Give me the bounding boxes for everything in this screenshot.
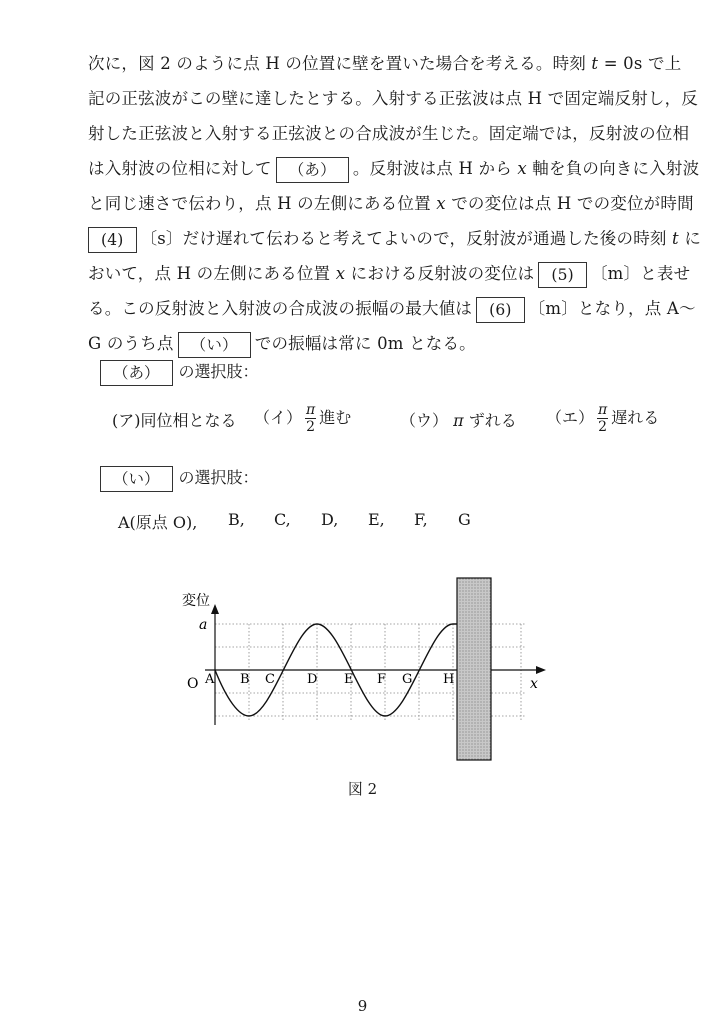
point-label-g: G (402, 672, 413, 687)
option-text: 進む (319, 408, 352, 427)
option-text: ずれる (468, 411, 517, 430)
answer-box-i[interactable]: （い） (178, 332, 251, 358)
point-label-f: F (377, 672, 387, 687)
point-label-e: E (344, 672, 354, 687)
point-label-c: C (265, 672, 275, 687)
choice-box-i: （い） (100, 466, 173, 492)
text-line-8 (88, 291, 696, 326)
text-line-6 (88, 221, 702, 256)
text: 射した正弦波と入射する正弦波との合成波が生じた。固定端では，反射波の位相 (88, 124, 690, 143)
option-mark: （ウ） (400, 411, 449, 430)
point-option-b[interactable]: B, (228, 510, 245, 529)
text: は入射波の位相に対して (88, 159, 272, 178)
option-text: (ア)同位相となる (112, 411, 237, 430)
point-option-g[interactable]: G (458, 510, 471, 529)
text: と同じ速さで伝わり，点 H の左側にある位置 (88, 194, 437, 213)
text: 〔m〕と表せ (590, 264, 691, 283)
wave-diagram (180, 575, 560, 770)
answer-box-5[interactable]: (5) (538, 262, 587, 288)
variable-t: t (672, 229, 679, 248)
text: に (678, 229, 702, 248)
option-a[interactable] (112, 408, 237, 431)
point-option-f[interactable]: F, (414, 510, 428, 529)
text: 〔s〕だけ遅れて伝わると考えてよいので，反射波が通過した後の時刻 (140, 229, 673, 248)
text-line-7 (88, 256, 691, 291)
point-option-d[interactable]: D, (321, 510, 339, 529)
text: 〔m〕となり，点 A～ (528, 299, 696, 318)
option-mark: （エ） (546, 408, 595, 427)
fraction (597, 402, 608, 435)
option-i[interactable] (254, 402, 351, 435)
point-option-e[interactable]: E, (368, 510, 385, 529)
option-e[interactable] (546, 402, 659, 435)
figure-caption: 図 2 (347, 780, 378, 798)
variable-t: t (591, 54, 599, 73)
choices-label: の選択肢： (178, 362, 259, 381)
text: 。反射波は点 H から (352, 159, 518, 178)
point-label-h: H (443, 672, 455, 687)
wall (457, 578, 491, 760)
point-option-a[interactable]: A(原点 O), (118, 513, 198, 532)
answer-box-4[interactable]: (4) (88, 227, 137, 253)
text-line-5 (88, 186, 694, 221)
text: 次に，図 2 のように点 H の位置に壁を置いた場合を考える。時刻 (88, 54, 592, 73)
text-line-3 (88, 116, 688, 151)
text: る。この反射波と入射波の合成波の振幅の最大値は (88, 299, 473, 318)
text-line-4 (88, 151, 700, 186)
text: = 0s で上 (598, 54, 682, 73)
text: における反射波の変位は (345, 264, 535, 283)
answer-box-6[interactable]: (6) (476, 297, 525, 323)
y-axis-label: 変位 (182, 593, 210, 609)
origin-label: O (187, 676, 199, 692)
text: G のうち点 (88, 334, 174, 353)
text: での変位は点 H での変位が時間 (445, 194, 694, 213)
option-text: 遅れる (611, 408, 660, 427)
variable-x: x (436, 194, 446, 213)
choice-box-a: （あ） (100, 360, 173, 386)
point-option-c[interactable]: C, (274, 510, 291, 529)
text-line-9 (88, 326, 688, 361)
variable-x: x (517, 159, 527, 178)
fraction (305, 402, 316, 435)
figure-2 (180, 575, 560, 774)
x-axis-label: x (530, 676, 538, 692)
fraction-denominator: 2 (598, 419, 608, 435)
option-mark: （イ） (254, 408, 303, 427)
option-u[interactable] (400, 408, 517, 431)
y-axis-arrow (211, 604, 219, 614)
problem-paragraph (88, 46, 702, 361)
amplitude-label: a (199, 617, 208, 633)
page-number: 9 (357, 997, 368, 1015)
point-label-a: A (205, 672, 215, 687)
fraction-numerator: π (598, 402, 608, 418)
text: での振幅は常に 0m となる。 (254, 334, 476, 353)
pi-symbol: π (453, 411, 464, 430)
fraction-numerator: π (306, 402, 316, 418)
point-label-b: B (240, 672, 250, 687)
text: 軸を負の向きに入射波 (526, 159, 700, 178)
choices-label: の選択肢： (178, 468, 259, 487)
text-line-2 (88, 81, 698, 116)
point-label-d: D (307, 672, 318, 687)
variable-x: x (335, 264, 346, 283)
text-line-1 (88, 46, 688, 81)
x-axis-arrow (536, 666, 546, 674)
text: おいて，点 H の左側にある位置 (88, 264, 336, 283)
text: 記の正弦波がこの壁に達したとする。入射する正弦波は点 H で固定端反射し，反 (88, 89, 698, 108)
choices-a-label (100, 358, 259, 386)
choices-i-label (100, 464, 259, 492)
answer-box-a[interactable]: （あ） (276, 157, 349, 183)
fraction-denominator: 2 (306, 419, 316, 435)
